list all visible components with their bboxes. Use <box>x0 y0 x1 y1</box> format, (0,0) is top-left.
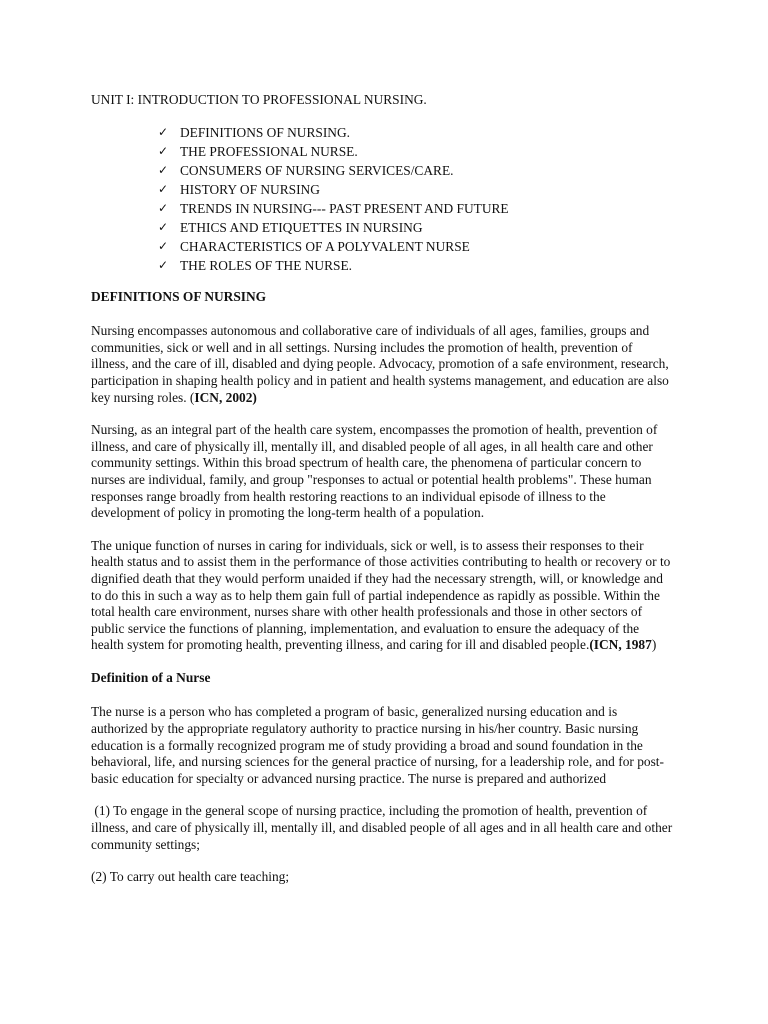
checklist-item: ✓ DEFINITIONS OF NURSING. <box>158 124 350 140</box>
checklist-item: ✓ ETHICS AND ETIQUETTES IN NURSING <box>158 219 423 235</box>
document-content <box>91 92 676 902</box>
checkmark-icon: ✓ <box>158 200 169 215</box>
checklist-item: ✓ CHARACTERISTICS OF A POLYVALENT NURSE <box>158 238 470 254</box>
checkmark-icon: ✓ <box>158 181 169 196</box>
checkmark-icon: ✓ <box>158 219 169 234</box>
citation-icn-1987: (ICN, 1987 <box>589 637 652 653</box>
checkmark-icon: ✓ <box>158 124 169 139</box>
checkmark-icon: ✓ <box>158 238 169 253</box>
paragraph-health-care-system: Nursing, as an integral part of the health care system, encompasses the promotion of health, prevention of illness, and care of physically ill, mentally ill, and disabled people of all ages, in all health care and other community settings. Within this broad spectrum of health care, the phenomena of particular concern to nurses are individual, family, and group "responses to actual or potential health problems". These human responses range broadly from health restoring reactions to an individual episode of illness to the development of policy in promoting the long-term health of a population. <box>91 422 658 521</box>
topic-checklist <box>91 123 673 275</box>
paragraph-unique-function: The unique function of nurses in caring for individuals, sick or well, is to assess their responses to their health status and to assist them in the performance of those activities contributing to health or recovery or to dignified death that they would perform unaided if they had the necessary strength, will, or knowledge and to do this in such a way as to help them gain full of partial independence as rapidly as possible. Within the total health care environment, nurses share with other health professionals and those in other sectors of public service the functions of planning, implementation, and evaluation to ensure the adequacy of the health system for promoting health, preventing illness, and caring for ill and disabled people.(ICN, 1987) <box>91 537 671 653</box>
checklist-item: ✓ CONSUMERS OF NURSING SERVICES/CARE. <box>158 162 454 178</box>
paragraph-nurse-definition: The nurse is a person who has completed a program of basic, generalized nursing education and is authorized by the appropriate regulatory authority to practice nursing in his/her country. Basic nursing education is a formally recognized program me of study providing a broad and sound foundation in the behavioral, life, and nursing sciences for the general practice of nursing, for a leadership role, and for post-basic education for specialty or advanced nursing practice. The nurse is prepared and authorized <box>91 704 664 786</box>
citation-icn-2002: ICN, 2002) <box>194 389 257 405</box>
paragraph-scope-2: (2) To carry out health care teaching; <box>91 869 290 885</box>
section-heading-definitions: DEFINITIONS OF NURSING <box>91 288 267 304</box>
checkmark-icon: ✓ <box>158 162 169 177</box>
paragraph-scope-1: (1) To engage in the general scope of nursing practice, including the promotion of health, prevention of illness, and care of physically ill, mentally ill, and disabled people of all ages and in all health care and other community settings; <box>91 803 676 852</box>
unit-title: UNIT I: INTRODUCTION TO PROFESSIONAL NURSING. <box>91 92 427 107</box>
section-heading-nurse: Definition of a Nurse <box>91 669 211 685</box>
checkmark-icon: ✓ <box>158 257 169 272</box>
checklist-item: ✓ THE ROLES OF THE NURSE. <box>158 257 352 273</box>
checklist-item: ✓ TRENDS IN NURSING--- PAST PRESENT AND FUTURE <box>158 200 509 216</box>
checklist-item: ✓ THE PROFESSIONAL NURSE. <box>158 143 358 159</box>
checkmark-icon: ✓ <box>158 143 169 158</box>
checklist-item: ✓ HISTORY OF NURSING <box>158 181 320 197</box>
paragraph-icn-2002: Nursing encompasses autonomous and collaborative care of individuals of all ages, families, groups and communities, sick or well and in all settings. Nursing includes the promotion of health, prevention of illness, and the care of ill, disabled and dying people. Advocacy, promotion of a safe environment, research, participation in shaping health policy and in patient and health systems management, and education are also key nursing roles. (ICN, 2002) <box>91 323 669 405</box>
